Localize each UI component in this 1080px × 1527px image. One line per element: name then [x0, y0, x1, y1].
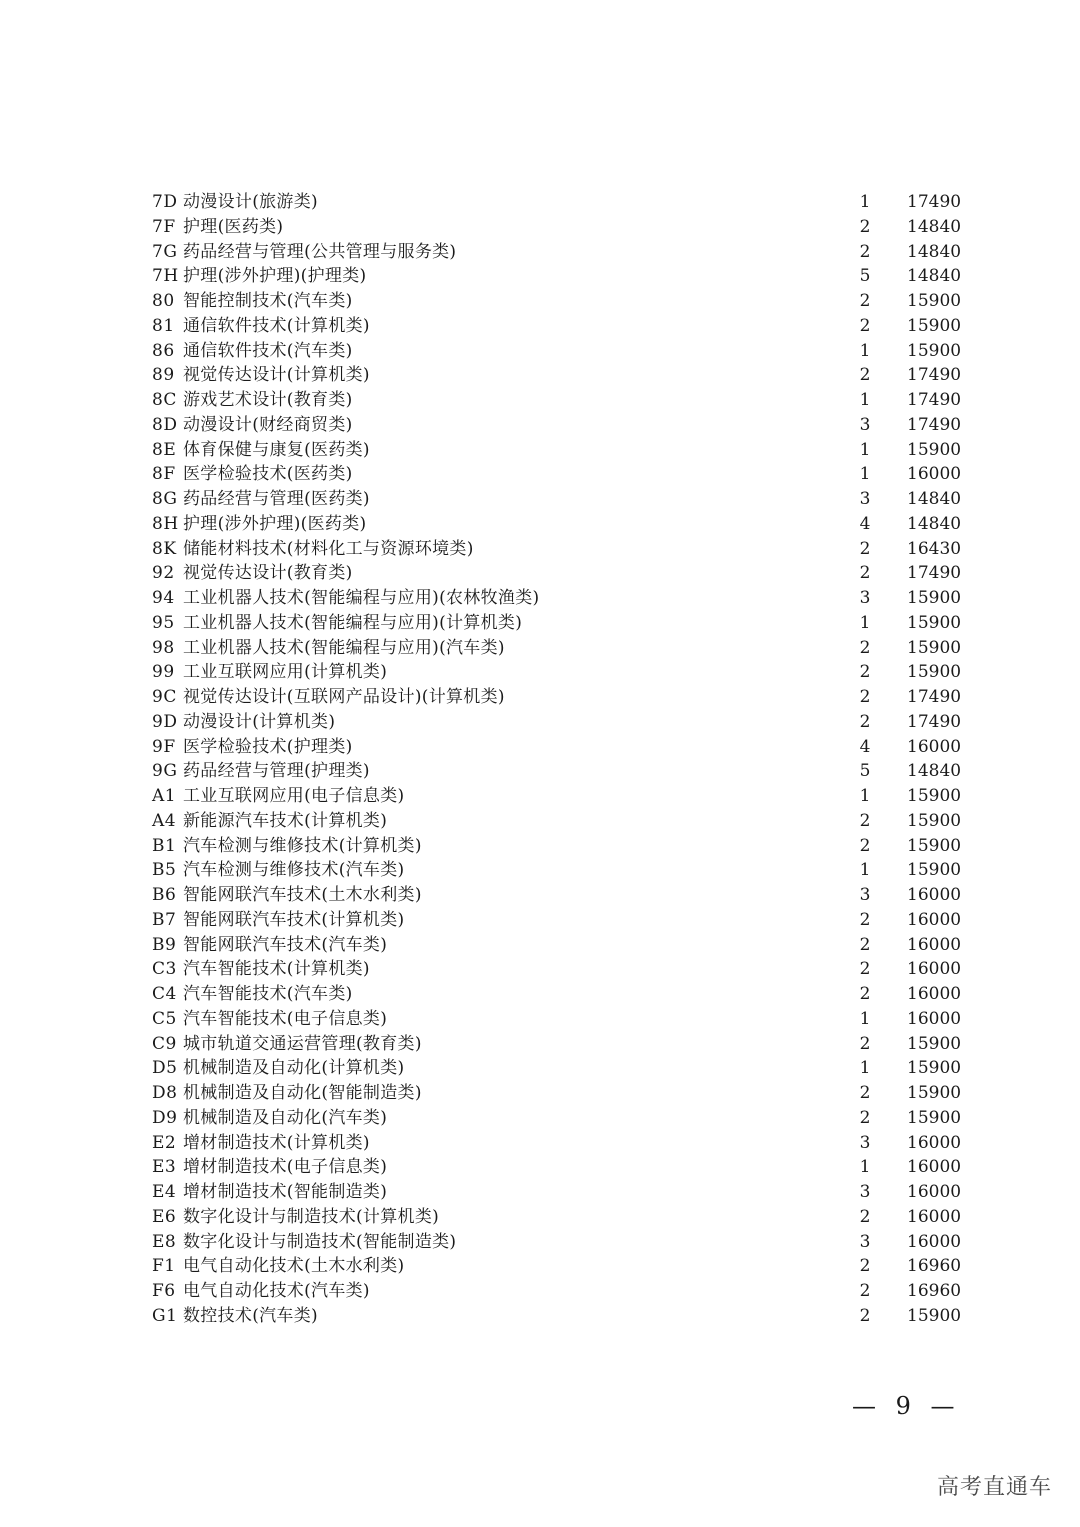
program-name: 动漫设计(财经商贸类) [183, 414, 353, 435]
program-row [152, 1056, 972, 1081]
program-fee: 16000 [907, 885, 962, 905]
program-name: 数字化设计与制造技术(智能制造类) [183, 1231, 457, 1252]
program-name: 工业互联网应用(电子信息类) [183, 786, 405, 806]
program-count: 5 [859, 266, 871, 287]
program-name: 智能网联汽车技术(计算机类) [183, 909, 405, 930]
watermark-text: 高考直通车 [936, 1475, 1052, 1500]
program-name: 视觉传达设计(教育类) [183, 563, 353, 584]
program-fee: 14840 [907, 513, 962, 534]
program-fee: 16000 [907, 959, 962, 980]
program-row [152, 215, 972, 240]
program-row [152, 933, 972, 958]
program-row [152, 1032, 972, 1057]
program-count: 3 [859, 414, 871, 435]
program-code: C9 [152, 1033, 177, 1054]
program-name: 智能网联汽车技术(土木水利类) [183, 885, 422, 905]
program-count: 1 [859, 340, 871, 361]
program-count: 1 [859, 612, 871, 633]
program-fee: 16000 [907, 1231, 962, 1252]
program-row [152, 438, 972, 463]
program-count: 2 [859, 538, 871, 559]
program-row [152, 735, 972, 760]
program-code: 92 [152, 563, 175, 584]
program-row [152, 512, 972, 537]
program-row [152, 462, 972, 487]
program-row [152, 809, 972, 834]
program-code: 8H [152, 513, 179, 534]
program-code: 8F [152, 464, 176, 485]
program-row [152, 561, 972, 586]
program-fee: 15900 [907, 637, 962, 658]
program-count: 2 [859, 637, 871, 658]
program-row [152, 834, 972, 859]
program-row [152, 982, 972, 1007]
program-count: 3 [859, 588, 871, 608]
program-count: 1 [859, 1008, 871, 1029]
program-code: 8C [152, 390, 177, 410]
program-name: 汽车智能技术(汽车类) [183, 984, 353, 1004]
program-name: 护理(涉外护理)(医药类) [183, 513, 367, 534]
program-code: 8K [152, 538, 177, 559]
program-code: 8G [152, 489, 178, 509]
program-count: 1 [859, 192, 871, 212]
program-code: B9 [152, 934, 177, 955]
program-row [152, 1007, 972, 1032]
program-code: A4 [152, 810, 177, 831]
program-count: 3 [859, 1132, 871, 1153]
program-name: 医学检验技术(护理类) [183, 736, 353, 757]
program-row [152, 1205, 972, 1230]
program-count: 2 [859, 934, 871, 955]
program-fee: 17490 [907, 563, 962, 584]
program-name: 增材制造技术(计算机类) [183, 1132, 370, 1153]
program-fee: 16000 [907, 464, 962, 485]
program-row [152, 1304, 972, 1329]
program-code: G1 [152, 1305, 178, 1326]
program-count: 2 [859, 835, 871, 856]
program-row [152, 784, 972, 809]
program-fee: 15900 [907, 786, 962, 806]
program-code: F1 [152, 1256, 176, 1277]
program-row [152, 413, 972, 438]
program-name: 电气自动化技术(土木水利类) [183, 1256, 405, 1277]
program-fee: 17490 [907, 414, 962, 435]
program-name: 城市轨道交通运营管理(教育类) [183, 1033, 422, 1054]
program-name: 汽车检测与维修技术(汽车类) [183, 860, 405, 881]
program-name: 药品经营与管理(医药类) [183, 489, 370, 509]
program-count: 2 [859, 687, 871, 707]
program-row [152, 660, 972, 685]
program-fee: 16000 [907, 1157, 962, 1178]
program-code: E2 [152, 1132, 177, 1153]
program-count: 4 [859, 736, 871, 757]
program-row [152, 883, 972, 908]
program-fee: 15900 [907, 860, 962, 881]
program-count: 1 [859, 786, 871, 806]
program-fee: 17490 [907, 687, 962, 707]
program-fee: 16430 [907, 538, 962, 559]
program-code: 95 [152, 612, 175, 633]
program-fee: 16000 [907, 934, 962, 955]
program-code: 7D [152, 192, 178, 212]
program-fee: 16000 [907, 1132, 962, 1153]
program-row [152, 611, 972, 636]
program-name: 汽车智能技术(电子信息类) [183, 1008, 388, 1029]
program-fee: 15900 [907, 662, 962, 683]
program-code: 9C [152, 687, 177, 707]
program-name: 工业机器人技术(智能编程与应用)(计算机类) [183, 612, 523, 633]
program-code: C3 [152, 959, 177, 980]
page-number: — 9 — [852, 1392, 961, 1420]
program-name: 工业机器人技术(智能编程与应用)(农林牧渔类) [183, 588, 540, 608]
program-name: 智能网联汽车技术(汽车类) [183, 934, 388, 955]
program-fee: 16000 [907, 1206, 962, 1227]
program-count: 2 [859, 291, 871, 311]
program-name: 机械制造及自动化(计算机类) [183, 1058, 405, 1079]
program-fee: 16960 [907, 1256, 962, 1277]
program-row [152, 1106, 972, 1131]
program-fee: 14840 [907, 489, 962, 509]
program-code: B6 [152, 885, 177, 905]
program-code: 94 [152, 588, 175, 608]
program-fee: 15900 [907, 1083, 962, 1103]
program-count: 2 [859, 810, 871, 831]
program-count: 1 [859, 1058, 871, 1079]
program-name: 医学检验技术(医药类) [183, 464, 353, 485]
program-fee: 15900 [907, 1058, 962, 1079]
program-name: 电气自动化技术(汽车类) [183, 1281, 370, 1301]
program-name: 视觉传达设计(计算机类) [183, 365, 370, 386]
program-code: 89 [152, 365, 175, 386]
program-name: 智能控制技术(汽车类) [183, 291, 353, 311]
program-name: 增材制造技术(电子信息类) [183, 1157, 388, 1178]
program-count: 1 [859, 1157, 871, 1178]
program-row [152, 1131, 972, 1156]
program-row [152, 908, 972, 933]
program-code: 80 [152, 291, 175, 311]
program-row [152, 388, 972, 413]
program-count: 2 [859, 563, 871, 584]
program-code: D5 [152, 1058, 178, 1079]
program-code: B5 [152, 860, 177, 881]
program-name: 动漫设计(旅游类) [183, 192, 318, 212]
program-fee: 15900 [907, 340, 962, 361]
program-name: 数字化设计与制造技术(计算机类) [183, 1206, 440, 1227]
program-name: 增材制造技术(智能制造类) [183, 1182, 388, 1202]
program-fee: 15900 [907, 291, 962, 311]
program-fee: 14840 [907, 761, 962, 782]
program-name: 动漫设计(计算机类) [183, 711, 336, 732]
program-count: 2 [859, 315, 871, 336]
program-fee: 16000 [907, 736, 962, 757]
program-count: 2 [859, 1033, 871, 1054]
program-count: 4 [859, 513, 871, 534]
program-name: 汽车检测与维修技术(计算机类) [183, 835, 422, 856]
program-fee: 17490 [907, 365, 962, 386]
program-name: 储能材料技术(材料化工与资源环境类) [183, 538, 474, 559]
program-count: 3 [859, 1182, 871, 1202]
program-count: 2 [859, 1305, 871, 1326]
program-row [152, 289, 972, 314]
program-code: B1 [152, 835, 177, 856]
program-count: 1 [859, 860, 871, 881]
program-code: D9 [152, 1107, 178, 1128]
program-count: 3 [859, 489, 871, 509]
program-count: 2 [859, 1281, 871, 1301]
program-code: 9G [152, 761, 178, 782]
program-code: E3 [152, 1157, 177, 1178]
program-fee: 17490 [907, 711, 962, 732]
program-fee: 15900 [907, 1107, 962, 1128]
program-row [152, 586, 972, 611]
program-fee: 15900 [907, 439, 962, 460]
program-code: D8 [152, 1083, 178, 1103]
program-count: 2 [859, 241, 871, 262]
program-fee: 16000 [907, 1008, 962, 1029]
program-code: 86 [152, 340, 175, 361]
program-count: 2 [859, 711, 871, 732]
program-code: A1 [152, 786, 177, 806]
program-count: 1 [859, 390, 871, 410]
program-row [152, 1254, 972, 1279]
program-count: 2 [859, 1206, 871, 1227]
program-name: 通信软件技术(计算机类) [183, 315, 370, 336]
program-name: 通信软件技术(汽车类) [183, 340, 353, 361]
program-code: E8 [152, 1231, 177, 1252]
program-count: 3 [859, 1231, 871, 1252]
program-code: 9F [152, 736, 176, 757]
program-count: 2 [859, 909, 871, 930]
program-count: 2 [859, 984, 871, 1004]
program-fee: 15900 [907, 588, 962, 608]
program-row [152, 190, 972, 215]
program-name: 工业机器人技术(智能编程与应用)(汽车类) [183, 637, 505, 658]
program-row [152, 487, 972, 512]
program-count: 2 [859, 216, 871, 237]
program-fee: 15900 [907, 1305, 962, 1326]
program-code: 98 [152, 637, 175, 658]
program-name: 工业互联网应用(计算机类) [183, 662, 388, 683]
program-list [152, 190, 972, 1329]
program-fee: 14840 [907, 241, 962, 262]
program-row [152, 1230, 972, 1255]
program-row [152, 636, 972, 661]
program-code: E6 [152, 1206, 177, 1227]
program-count: 2 [859, 662, 871, 683]
program-row [152, 1155, 972, 1180]
program-fee: 15900 [907, 810, 962, 831]
program-name: 药品经营与管理(护理类) [183, 761, 370, 782]
program-code: 7F [152, 216, 176, 237]
program-code: 81 [152, 315, 175, 336]
program-fee: 16000 [907, 1182, 962, 1202]
program-name: 汽车智能技术(计算机类) [183, 959, 370, 980]
program-row [152, 537, 972, 562]
program-fee: 16000 [907, 984, 962, 1004]
program-fee: 15900 [907, 1033, 962, 1054]
program-name: 游戏艺术设计(教育类) [183, 390, 353, 410]
program-name: 数控技术(汽车类) [183, 1305, 318, 1326]
program-row [152, 1279, 972, 1304]
program-name: 护理(医药类) [183, 216, 284, 237]
program-code: 8D [152, 414, 178, 435]
program-code: C4 [152, 984, 177, 1004]
program-count: 2 [859, 959, 871, 980]
program-count: 2 [859, 1083, 871, 1103]
program-code: F6 [152, 1281, 176, 1301]
program-row [152, 339, 972, 364]
program-code: 9D [152, 711, 178, 732]
program-code: 99 [152, 662, 175, 683]
program-row [152, 685, 972, 710]
program-fee: 16960 [907, 1281, 962, 1301]
program-code: 7H [152, 266, 179, 287]
program-name: 视觉传达设计(互联网产品设计)(计算机类) [183, 687, 505, 707]
program-row [152, 957, 972, 982]
program-fee: 14840 [907, 216, 962, 237]
program-count: 2 [859, 1256, 871, 1277]
program-name: 新能源汽车技术(计算机类) [183, 810, 388, 831]
program-row [152, 858, 972, 883]
program-code: E4 [152, 1182, 177, 1202]
program-code: C5 [152, 1008, 177, 1029]
program-count: 5 [859, 761, 871, 782]
program-code: 7G [152, 241, 178, 262]
program-row [152, 240, 972, 265]
program-row [152, 1180, 972, 1205]
program-row [152, 363, 972, 388]
program-count: 2 [859, 365, 871, 386]
program-fee: 16000 [907, 909, 962, 930]
program-fee: 15900 [907, 315, 962, 336]
program-name: 体育保健与康复(医药类) [183, 439, 370, 460]
program-fee: 17490 [907, 192, 962, 212]
program-row [152, 1081, 972, 1106]
program-count: 3 [859, 885, 871, 905]
program-count: 1 [859, 439, 871, 460]
program-fee: 14840 [907, 266, 962, 287]
program-name: 机械制造及自动化(智能制造类) [183, 1083, 422, 1103]
program-fee: 15900 [907, 835, 962, 856]
program-code: B7 [152, 909, 177, 930]
program-fee: 15900 [907, 612, 962, 633]
program-row [152, 710, 972, 735]
program-name: 护理(涉外护理)(护理类) [183, 266, 367, 287]
program-count: 1 [859, 464, 871, 485]
program-code: 8E [152, 439, 177, 460]
program-fee: 17490 [907, 390, 962, 410]
program-row [152, 759, 972, 784]
program-count: 2 [859, 1107, 871, 1128]
program-row [152, 264, 972, 289]
program-row [152, 314, 972, 339]
program-name: 机械制造及自动化(汽车类) [183, 1107, 388, 1128]
program-name: 药品经营与管理(公共管理与服务类) [183, 241, 457, 262]
